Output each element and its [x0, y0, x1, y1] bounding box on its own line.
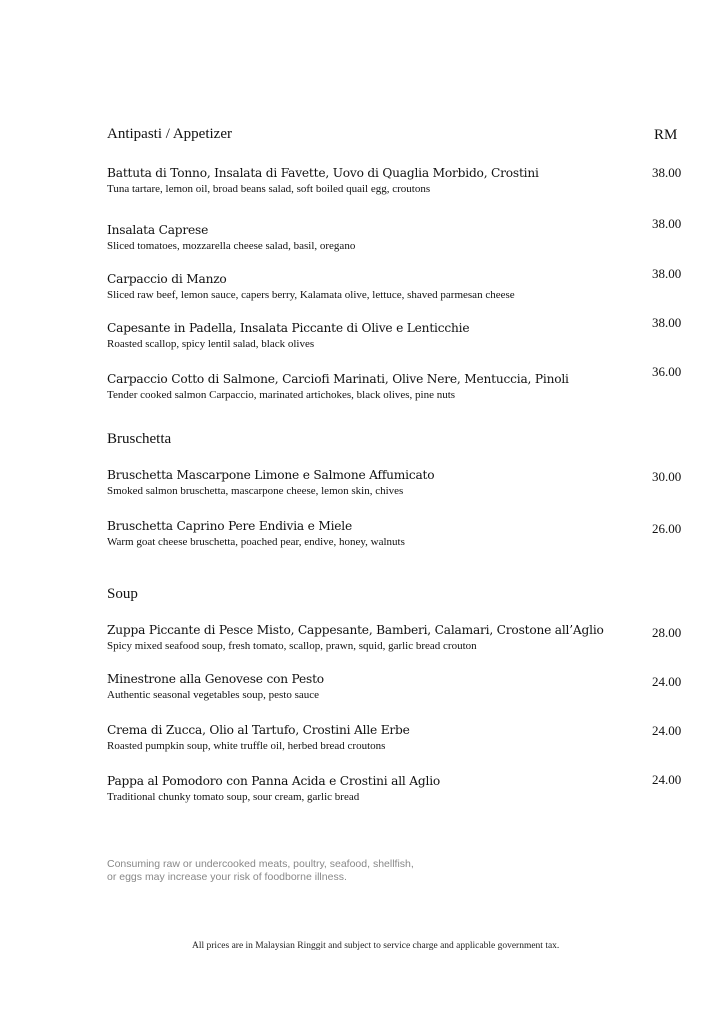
- item-description: Sliced raw beef, lemon sauce, capers berry, Kalamata olive, lettuce, shaved parmesan cheese: [107, 289, 515, 301]
- item-description: Smoked salmon bruschetta, mascarpone cheese, lemon skin, chives: [107, 485, 404, 497]
- item-price: 24.00: [652, 674, 682, 689]
- section-title-soup: Soup: [107, 586, 138, 602]
- item-description: Tender cooked salmon Carpaccio, marinated artichokes, black olives, pine nuts: [107, 389, 456, 401]
- item-price: 30.00: [652, 469, 682, 484]
- item-name: Bruschetta Caprino Pere Endivia e Miele: [107, 519, 353, 533]
- price-footnote: All prices are in Malaysian Ringgit and subject to service charge and applicable government tax.: [192, 941, 560, 951]
- item-name: Minestrone alla Genovese con Pesto: [107, 672, 324, 686]
- item-name: Carpaccio Cotto di Salmone, Carciofi Marinati, Olive Nere, Mentuccia, Pinoli: [107, 372, 569, 386]
- item-price: 24.00: [652, 723, 682, 738]
- item-description: Roasted scallop, spicy lentil salad, black olives: [107, 338, 315, 350]
- menu-item: [107, 672, 627, 702]
- item-description: Traditional chunky tomato soup, sour cream, garlic bread: [107, 791, 360, 803]
- section-title-antipasti: Antipasti / Appetizer: [107, 126, 232, 142]
- menu-item: [107, 272, 627, 302]
- item-price: 38.00: [652, 216, 682, 231]
- item-description: Sliced tomatoes, mozzarella cheese salad, basil, oregano: [107, 240, 356, 252]
- menu-item: [107, 166, 627, 196]
- item-name: Carpaccio di Manzo: [107, 272, 227, 286]
- item-name: Crema di Zucca, Olio al Tartufo, Crostini Alle Erbe: [107, 723, 410, 737]
- health-disclaimer: [107, 858, 414, 884]
- item-price: 36.00: [652, 364, 682, 379]
- item-name: Battuta di Tonno, Insalata di Favette, Uovo di Quaglia Morbido, Crostini: [107, 166, 539, 180]
- currency-label: RM: [654, 127, 678, 143]
- item-description: Authentic seasonal vegetables soup, pesto sauce: [107, 689, 319, 701]
- menu-item: [107, 519, 627, 549]
- item-price: 24.00: [652, 772, 682, 787]
- item-price: 38.00: [652, 266, 682, 281]
- menu-item: [107, 723, 627, 753]
- item-description: Tuna tartare, lemon oil, broad beans salad, soft boiled quail egg, croutons: [107, 183, 431, 195]
- menu-item: [107, 468, 627, 498]
- disclaimer-line: Consuming raw or undercooked meats, poultry, seafood, shellfish,: [107, 858, 414, 870]
- item-price: 38.00: [652, 165, 682, 180]
- item-name: Bruschetta Mascarpone Limone e Salmone Affumicato: [107, 468, 435, 482]
- menu-item: [107, 774, 627, 804]
- item-price: 26.00: [652, 521, 682, 536]
- item-price: 28.00: [652, 625, 682, 640]
- section-title-bruschetta: Bruschetta: [107, 431, 172, 447]
- menu-item: [107, 321, 627, 351]
- item-price: 38.00: [652, 315, 682, 330]
- menu-item: [107, 372, 627, 402]
- menu-item: [107, 223, 627, 253]
- menu-item: [107, 623, 627, 653]
- item-description: Warm goat cheese bruschetta, poached pear, endive, honey, walnuts: [107, 536, 405, 548]
- item-name: Capesante in Padella, Insalata Piccante di Olive e Lenticchie: [107, 321, 470, 335]
- item-name: Zuppa Piccante di Pesce Misto, Cappesante, Bamberi, Calamari, Crostone all’Aglio: [107, 623, 604, 637]
- item-description: Spicy mixed seafood soup, fresh tomato, scallop, prawn, squid, garlic bread crouton: [107, 640, 477, 652]
- item-description: Roasted pumpkin soup, white truffle oil, herbed bread croutons: [107, 740, 386, 752]
- item-name: Insalata Caprese: [107, 223, 209, 237]
- item-name: Pappa al Pomodoro con Panna Acida e Crostini all Aglio: [107, 774, 441, 788]
- disclaimer-line: or eggs may increase your risk of foodborne illness.: [107, 871, 347, 883]
